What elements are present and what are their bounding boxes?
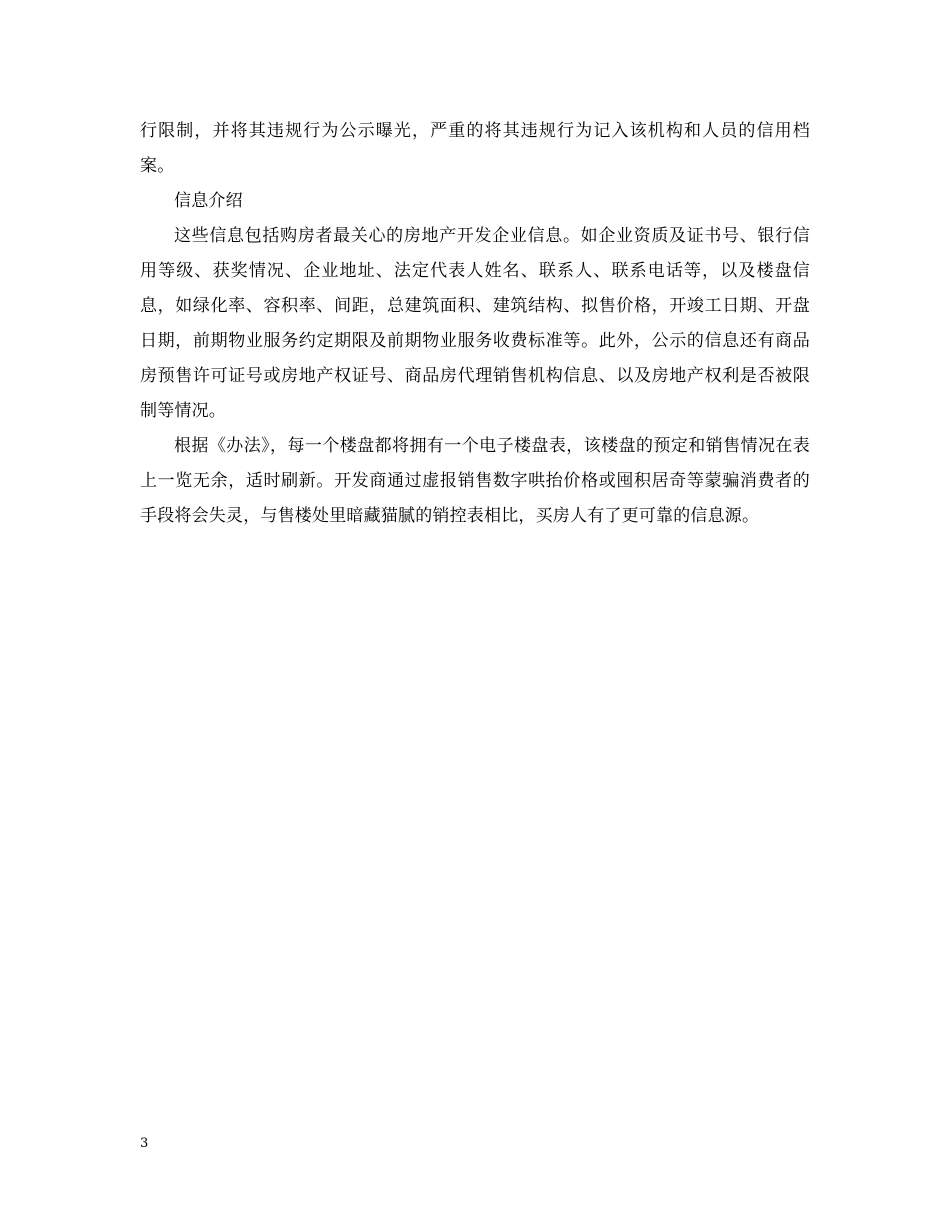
- paragraph-electronic-listing: 根据《办法》，每一个楼盘都将拥有一个电子楼盘表，该楼盘的预定和销售情况在表上一览无余，适时刷新。开发商通过虚报销售数字哄抬价格或囤积居奇等蒙骗消费者的手段将会失灵，与售楼处里暗藏猫腻的销控表相比，买房人有了更可靠的信息源。: [140, 436, 810, 526]
- page-number: 3: [140, 1136, 149, 1151]
- paragraph-info-contents: 这些信息包括购房者最关心的房地产开发企业信息。如企业资质及证书号、银行信用等级、获奖情况、企业地址、法定代表人姓名、联系人、联系电话等，以及楼盘信息，如绿化率、容积率、间距，总建筑面积、建筑结构、拟售价格，开竣工日期、开盘日期，前期物业服务约定期限及前期物业服务收费标准等。此外，公示的信息还有商品房预售许可证号或房地产权证号、商品房代理销售机构信息、以及房地产权利是否被限制等情况。: [140, 226, 810, 421]
- section-heading-info-intro: 信息介绍: [174, 191, 243, 211]
- document-body: [140, 114, 810, 534]
- paragraph-continuation: 行限制，并将其违规行为公示曝光，严重的将其违规行为记入该机构和人员的信用档案。: [140, 121, 810, 176]
